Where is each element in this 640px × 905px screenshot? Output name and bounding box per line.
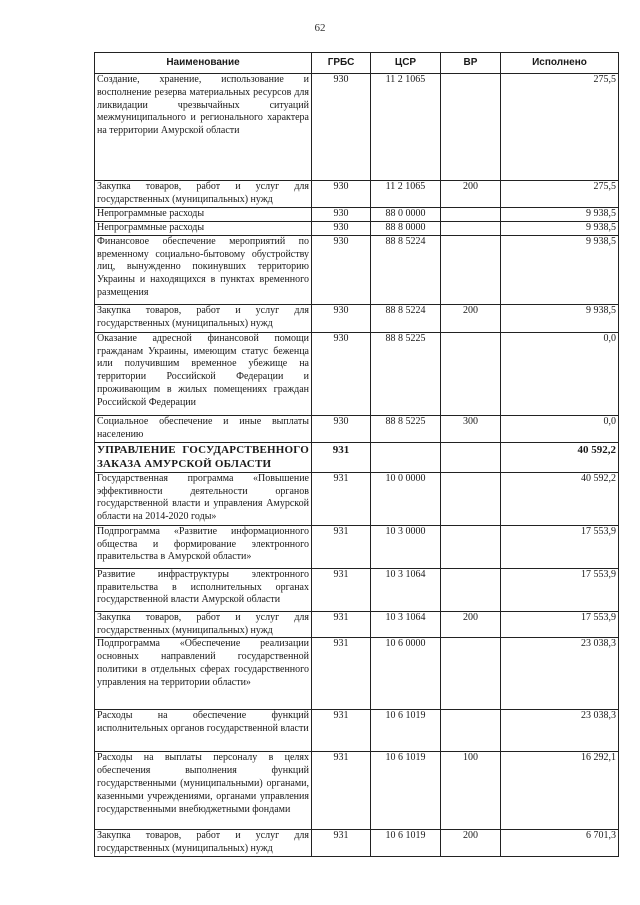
row-amount: 17 553,9 (501, 568, 619, 611)
row-name: Непрограммные расходы (95, 222, 312, 236)
table-row (95, 222, 619, 236)
table-row (95, 304, 619, 332)
row-amount: 275,5 (501, 74, 619, 181)
row-csr: 88 8 5224 (371, 235, 441, 304)
row-vr (441, 208, 501, 222)
row-csr: 10 3 1064 (371, 611, 441, 638)
row-vr (441, 235, 501, 304)
row-amount: 9 938,5 (501, 222, 619, 236)
row-amount: 17 553,9 (501, 611, 619, 638)
row-amount: 40 592,2 (501, 472, 619, 525)
table-row (95, 235, 619, 304)
row-csr: 10 6 0000 (371, 638, 441, 710)
row-vr (441, 74, 501, 181)
row-amount: 275,5 (501, 181, 619, 208)
table-row (95, 710, 619, 752)
table-row (95, 415, 619, 442)
row-vr: 300 (441, 415, 501, 442)
row-name: Создание, хранение, использование и восполнение резерва материальных ресурсов для ликвидации чрезвычайных ситуаций межмуниципального и регионального характера на территории Амурской области (95, 74, 312, 181)
row-csr: 88 0 0000 (371, 208, 441, 222)
row-amount: 9 938,5 (501, 208, 619, 222)
row-grbs: 931 (312, 442, 371, 472)
row-vr (441, 568, 501, 611)
table-row (95, 74, 619, 181)
budget-table (94, 52, 619, 857)
row-grbs: 931 (312, 830, 371, 857)
row-vr: 200 (441, 830, 501, 857)
row-name: Подпрограмма «Обеспечение реализации основных направлений государственной политики в отдельных сферах государственного управления на территории области» (95, 638, 312, 710)
table-row (95, 752, 619, 830)
row-name: Непрограммные расходы (95, 208, 312, 222)
table-row (95, 332, 619, 415)
header-name: Наименование (95, 53, 312, 74)
row-amount: 17 553,9 (501, 525, 619, 568)
row-amount: 6 701,3 (501, 830, 619, 857)
row-name: Государственная программа «Повышение эффективности деятельности органов государственной власти и управления Амурской области на 2014-2020 годы» (95, 472, 312, 525)
row-name: Закупка товаров, работ и услуг для государственных (муниципальных) нужд (95, 181, 312, 208)
row-amount: 40 592,2 (501, 442, 619, 472)
row-vr (441, 472, 501, 525)
table-row (95, 611, 619, 638)
row-grbs: 931 (312, 568, 371, 611)
row-name: Социальное обеспечение и иные выплаты населению (95, 415, 312, 442)
row-grbs: 930 (312, 208, 371, 222)
table-row (95, 525, 619, 568)
table-row (95, 181, 619, 208)
row-csr: 10 3 1064 (371, 568, 441, 611)
row-vr (441, 525, 501, 568)
row-vr (441, 222, 501, 236)
row-vr (441, 442, 501, 472)
row-csr: 10 6 1019 (371, 710, 441, 752)
table-row (95, 472, 619, 525)
row-grbs: 931 (312, 525, 371, 568)
row-name: УПРАВЛЕНИЕ ГОСУДАРСТВЕННОГО ЗАКАЗА АМУРСКОЙ ОБЛАСТИ (95, 442, 312, 472)
row-amount: 23 038,3 (501, 710, 619, 752)
row-grbs: 931 (312, 638, 371, 710)
row-name: Закупка товаров, работ и услуг для государственных (муниципальных) нужд (95, 830, 312, 857)
header-amount: Исполнено (501, 53, 619, 74)
row-grbs: 931 (312, 710, 371, 752)
row-grbs: 930 (312, 181, 371, 208)
row-name: Оказание адресной финансовой помощи гражданам Украины, имеющим статус беженца или получившим временное убежище на территории Российской Федерации и проживающим в жилых помещениях граждан Российской Федерации (95, 332, 312, 415)
row-grbs: 930 (312, 235, 371, 304)
row-grbs: 930 (312, 304, 371, 332)
row-amount: 16 292,1 (501, 752, 619, 830)
table-row (95, 638, 619, 710)
row-name: Расходы на выплаты персоналу в целях обеспечения выполнения функций государственными (муниципальными) органами, казенными учреждениями, органами управления государственными внебюджетными фондами (95, 752, 312, 830)
row-csr: 11 2 1065 (371, 74, 441, 181)
row-csr: 10 3 0000 (371, 525, 441, 568)
row-name: Закупка товаров, работ и услуг для государственных (муниципальных) нужд (95, 611, 312, 638)
row-name: Развитие инфраструктуры электронного правительства в исполнительных органах государственной власти Амурской области (95, 568, 312, 611)
header-csr: ЦСР (371, 53, 441, 74)
row-vr (441, 710, 501, 752)
table-row (95, 442, 619, 472)
row-csr: 88 8 0000 (371, 222, 441, 236)
table-row (95, 830, 619, 857)
row-vr (441, 332, 501, 415)
row-vr: 200 (441, 611, 501, 638)
row-grbs: 931 (312, 472, 371, 525)
row-csr: 88 8 5225 (371, 415, 441, 442)
row-vr (441, 638, 501, 710)
table-row (95, 208, 619, 222)
row-amount: 23 038,3 (501, 638, 619, 710)
header-vr: ВР (441, 53, 501, 74)
row-csr (371, 442, 441, 472)
row-grbs: 931 (312, 611, 371, 638)
header-grbs: ГРБС (312, 53, 371, 74)
row-vr: 100 (441, 752, 501, 830)
table-row (95, 568, 619, 611)
page-number: 62 (314, 22, 326, 34)
row-name: Финансовое обеспечение мероприятий по временному социально-бытовому обустройству лиц, вынужденно покинувших территорию Украины и находящихся в пунктах временного размещения (95, 235, 312, 304)
row-amount: 0,0 (501, 415, 619, 442)
row-amount: 0,0 (501, 332, 619, 415)
row-vr: 200 (441, 181, 501, 208)
row-vr: 200 (441, 304, 501, 332)
row-csr: 10 6 1019 (371, 752, 441, 830)
row-csr: 10 0 0000 (371, 472, 441, 525)
row-amount: 9 938,5 (501, 304, 619, 332)
row-grbs: 931 (312, 752, 371, 830)
row-grbs: 930 (312, 415, 371, 442)
row-grbs: 930 (312, 222, 371, 236)
row-csr: 88 8 5225 (371, 332, 441, 415)
row-name: Закупка товаров, работ и услуг для государственных (муниципальных) нужд (95, 304, 312, 332)
row-name: Подпрограмма «Развитие информационного общества и формирование электронного правительства в Амурской области» (95, 525, 312, 568)
row-csr: 88 8 5224 (371, 304, 441, 332)
row-csr: 11 2 1065 (371, 181, 441, 208)
row-name: Расходы на обеспечение функций исполнительных органов государственной власти (95, 710, 312, 752)
row-amount: 9 938,5 (501, 235, 619, 304)
row-grbs: 930 (312, 332, 371, 415)
table-header-row (95, 53, 619, 74)
row-csr: 10 6 1019 (371, 830, 441, 857)
row-grbs: 930 (312, 74, 371, 181)
